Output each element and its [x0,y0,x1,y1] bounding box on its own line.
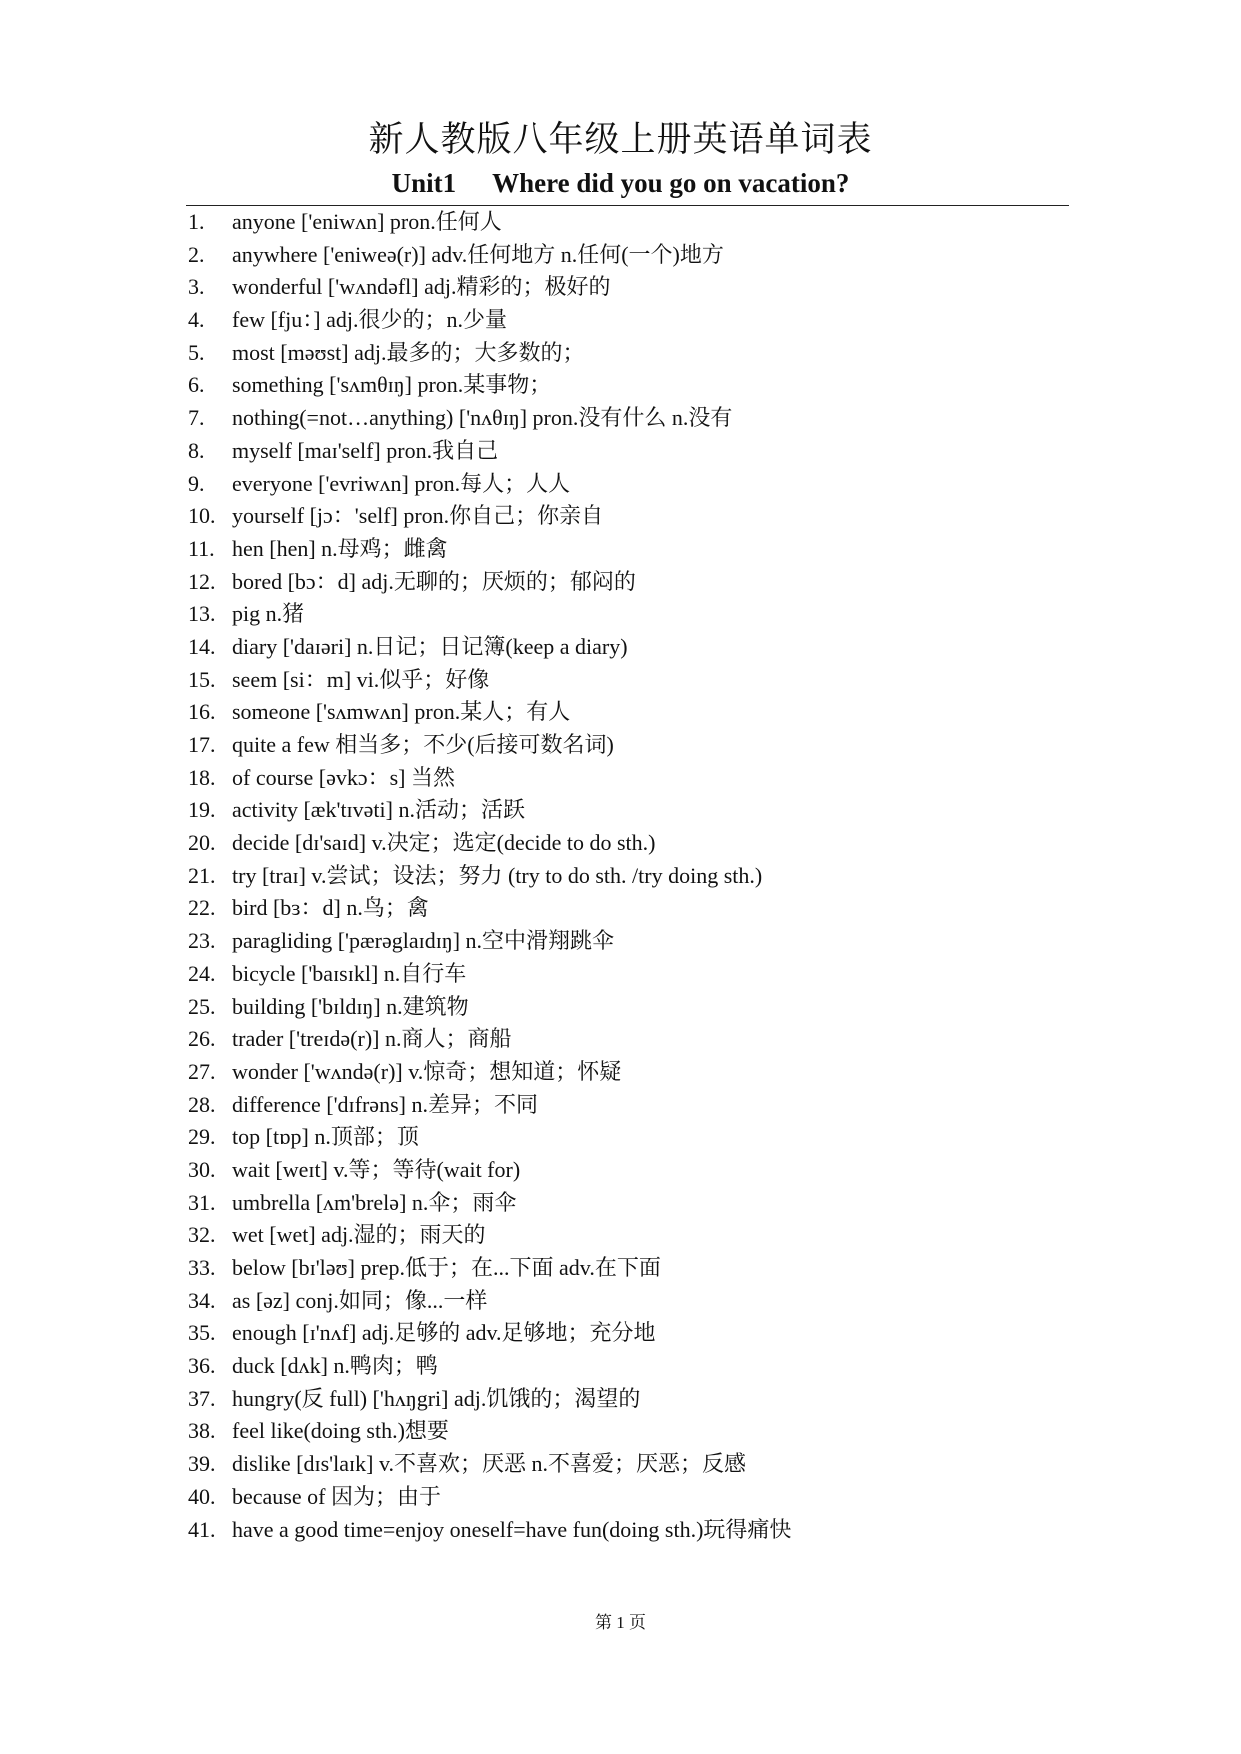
entry-text: bird [bɜ：d] n.鸟；禽 [232,895,429,921]
vocabulary-entry [188,533,1138,566]
vocabulary-entry [188,631,1138,664]
vocabulary-entry [188,1415,1138,1448]
entry-number: 23. [188,928,216,954]
vocabulary-entry [188,664,1138,697]
vocabulary-entry [188,860,1138,893]
entry-number: 5. [188,339,205,365]
entry-number: 6. [188,372,205,398]
vocabulary-entry [188,369,1138,402]
vocabulary-entry [188,1089,1138,1122]
entry-number: 7. [188,405,205,431]
entry-text: wonderful ['wʌndəfl] adj.精彩的；极好的 [232,274,611,300]
entry-number: 39. [188,1451,216,1477]
entry-text: paragliding ['pærəglaɪdɪŋ] n.空中滑翔跳伞 [232,928,615,954]
entry-number: 27. [188,1058,216,1084]
entry-number: 4. [188,307,205,333]
entry-text: nothing(=not…anything) ['nʌθɪŋ] pron.没有什么 n.没有 [232,405,733,431]
entry-number: 18. [188,764,216,790]
entry-text: top [tɒp] n.顶部；顶 [232,1124,419,1150]
entry-number: 19. [188,797,216,823]
entry-text: enough [ɪ'nʌf] adj.足够的 adv.足够地；充分地 [232,1320,656,1346]
vocabulary-entry [188,762,1138,795]
entry-text: wait [weɪt] v.等；等待(wait for) [232,1156,521,1182]
entry-text: someone ['sʌmwʌn] pron.某人；有人 [232,699,571,725]
entry-text: activity [æk'tɪvəti] n.活动；活跃 [232,797,525,823]
unit-number: Unit1 [391,168,457,198]
entry-number: 3. [188,274,205,300]
entry-text: have a good time=enjoy oneself=have fun(doing sth.)玩得痛快 [232,1516,792,1542]
entry-number: 12. [188,568,216,594]
entry-text: everyone ['evriwʌn] pron.每人；人人 [232,470,571,496]
vocabulary-entry [188,1252,1138,1285]
entry-number: 1. [188,209,205,234]
vocabulary-list [188,206,1138,1546]
vocabulary-entry [188,337,1138,370]
vocabulary-entry [188,1514,1138,1547]
vocabulary-entry [188,1383,1138,1416]
entry-text: dislike [dɪs'laɪk] v.不喜欢；厌恶 n.不喜爱；厌恶；反感 [232,1451,747,1477]
entry-text: feel like(doing sth.)想要 [232,1418,449,1444]
vocabulary-entry [188,991,1138,1024]
entry-number: 10. [188,503,216,529]
vocabulary-entry [188,468,1138,501]
entry-number: 26. [188,1026,216,1052]
vocabulary-entry [188,435,1138,468]
entry-text: wonder ['wʌndə(r)] v.惊奇；想知道；怀疑 [232,1058,622,1084]
entry-number: 33. [188,1255,216,1280]
vocabulary-entry [188,239,1138,272]
entry-number: 20. [188,830,216,856]
entry-number: 16. [188,699,216,725]
entry-text: something ['sʌmθɪŋ] pron.某事物； [232,372,552,398]
entry-number: 36. [188,1353,216,1379]
entry-text: pig n.猪 [232,601,305,627]
vocabulary-entry [188,729,1138,762]
entry-text: most [məʊst] adj.最多的；大多数的； [232,339,585,365]
entry-text: hen [hen] n.母鸡；雌禽 [232,535,448,561]
entry-text: as [əz] conj.如同；像...一样 [232,1287,488,1313]
entry-number: 25. [188,993,216,1019]
entry-number: 28. [188,1091,216,1117]
entry-text: bored [bɔ：d] adj.无聊的；厌烦的；郁闷的 [232,568,636,594]
entry-text: because of 因为；由于 [232,1483,441,1509]
entry-number: 41. [188,1516,216,1542]
entry-number: 13. [188,601,216,627]
entry-number: 11. [188,535,215,561]
vocabulary-entry [188,500,1138,533]
unit-title: Where did you go on vacation? [492,168,850,198]
entry-number: 37. [188,1385,216,1411]
entry-number: 2. [188,241,205,267]
entry-text: decide [dɪ'saɪd] v.决定；选定(decide to do sth.) [232,830,656,856]
entry-number: 38. [188,1418,216,1444]
vocabulary-entry [188,1481,1138,1514]
vocabulary-entry [188,958,1138,991]
entry-number: 30. [188,1156,216,1182]
entry-text: bicycle ['baɪsɪkl] n.自行车 [232,960,467,986]
vocabulary-entry [188,206,1138,239]
entry-text: umbrella [ʌm'brelə] n.伞；雨伞 [232,1189,517,1215]
entry-text: trader ['treɪdə(r)] n.商人；商船 [232,1026,512,1052]
entry-text: diary ['daɪəri] n.日记；日记簿(keep a diary) [232,633,628,659]
entry-number: 22. [188,895,216,921]
vocabulary-entry [188,925,1138,958]
entry-text: yourself [jɔ：'self] pron.你自己；你亲自 [232,503,604,529]
vocabulary-entry [188,566,1138,599]
entry-text: seem [si：m] vi.似乎；好像 [232,666,490,692]
entry-text: quite a few 相当多；不少(后接可数名词) [232,732,614,757]
entry-number: 14. [188,633,216,659]
entry-number: 21. [188,862,216,888]
vocabulary-entry [188,1187,1138,1220]
vocabulary-entry [188,1121,1138,1154]
entry-text: wet [wet] adj.湿的；雨天的 [232,1222,486,1248]
entry-text: difference ['dɪfrəns] n.差异；不同 [232,1091,538,1117]
entry-number: 17. [188,732,216,757]
entry-text: anywhere ['eniweə(r)] adv.任何地方 n.任何(一个)地方 [232,241,724,267]
vocabulary-entry [188,1056,1138,1089]
unit-heading [0,166,1241,200]
entry-number: 34. [188,1287,216,1313]
entry-text: few [fju：] adj.很少的；n.少量 [232,307,507,333]
entry-number: 32. [188,1222,216,1248]
entry-number: 24. [188,960,216,986]
vocabulary-entry [188,696,1138,729]
vocabulary-entry [188,598,1138,631]
entry-number: 31. [188,1189,216,1215]
vocabulary-entry [188,1317,1138,1350]
vocabulary-entry [188,1350,1138,1383]
vocabulary-entry [188,402,1138,435]
entry-text: building ['bɪldɪŋ] n.建筑物 [232,993,469,1019]
entry-number: 40. [188,1483,216,1509]
vocabulary-entry [188,304,1138,337]
vocabulary-entry [188,892,1138,925]
vocabulary-entry [188,1285,1138,1318]
entry-number: 29. [188,1124,216,1150]
vocabulary-entry [188,794,1138,827]
vocabulary-entry [188,1219,1138,1252]
entry-text: duck [dʌk] n.鸭肉；鸭 [232,1353,438,1379]
vocabulary-entry [188,1023,1138,1056]
entry-text: anyone ['eniwʌn] pron.任何人 [232,209,502,234]
vocabulary-entry [188,827,1138,860]
entry-number: 8. [188,437,205,463]
entry-text: try [traɪ] v.尝试；设法；努力 (try to do sth. /try doing sth.) [232,862,763,888]
entry-text: myself [maɪ'self] pron.我自己 [232,437,499,463]
entry-number: 15. [188,666,216,692]
entry-text: hungry(反 full) ['hʌŋgri] adj.饥饿的；渴望的 [232,1385,641,1411]
entry-number: 9. [188,470,205,496]
entry-text: below [bɪ'ləʊ] prep.低于；在...下面 adv.在下面 [232,1255,661,1280]
page-number: 第 1 页 [595,1613,646,1632]
vocabulary-entry [188,1448,1138,1481]
document-title: 新人教版八年级上册英语单词表 [368,120,873,159]
entry-text: of course [əvkɔ：s] 当然 [232,764,455,790]
vocabulary-entry [188,271,1138,304]
vocabulary-entry [188,1154,1138,1187]
entry-number: 35. [188,1320,216,1346]
